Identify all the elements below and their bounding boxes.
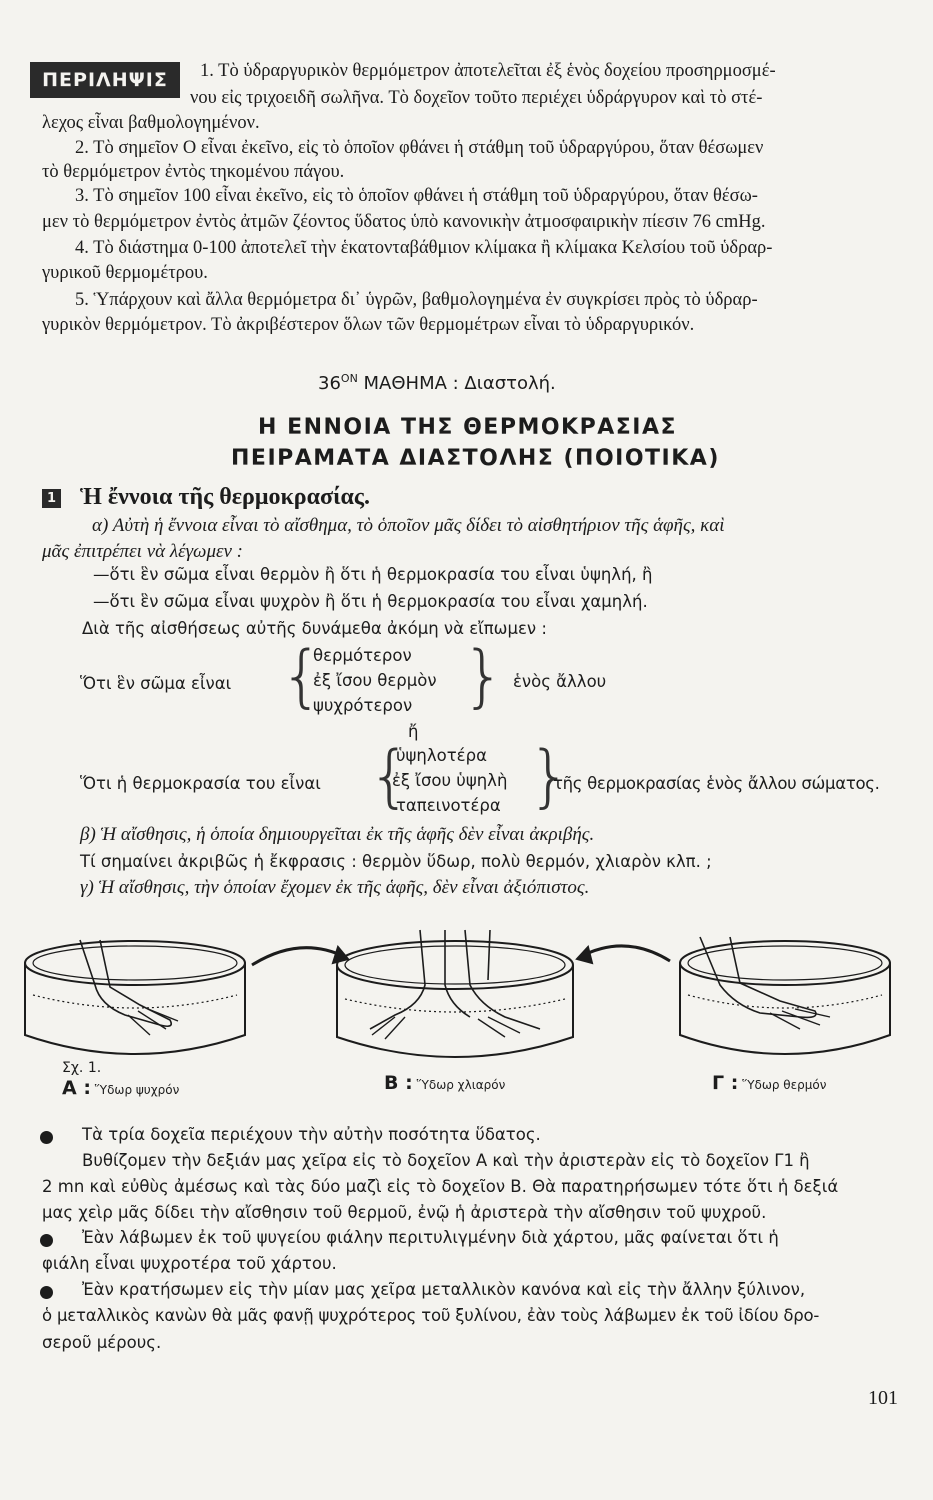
part-a-line: μᾶς ἐπιτρέπει νὰ λέγωμεν : bbox=[42, 541, 244, 562]
caption-letter: Γ : bbox=[712, 1072, 739, 1094]
bullet-text: Ἐὰν κρατήσωμεν εἰς τὴν μίαν μας χεῖρα μεταλλικὸν κανόνα καὶ εἰς τὴν ἄλλην ξύλινον, bbox=[82, 1280, 806, 1299]
summary-line: 3. Τὸ σημεῖον 100 εἶναι ἐκεῖνο, εἰς τὸ ὁποῖον φθάνει ἡ στάθμη τοῦ ὑδραργύρου, ὅταν θέσω- bbox=[75, 186, 758, 206]
bullet-text: φιάλη εἶναι ψυχροτέρα τοῦ χάρτου. bbox=[42, 1254, 337, 1273]
bullet-icon bbox=[40, 1286, 53, 1299]
right-brace-icon: } bbox=[528, 737, 572, 816]
section-number: 1 bbox=[42, 489, 61, 508]
part-a-item: —ὅτι ἓν σῶμα εἶναι ψυχρὸν ἢ ὅτι ἡ θερμοκρασία του εἶναι χαμηλή. bbox=[93, 592, 648, 611]
arrow-icon bbox=[252, 948, 345, 965]
bullet-text: 2 mn καὶ εὐθὺς ἀμέσως καὶ τὰς δύο μαζὶ εἰς τὸ δοχεῖον Β. Θὰ παρατηρήσωμεν τότε ὅτι ἡ δεξιά bbox=[42, 1177, 839, 1196]
lesson-number-sup: ΟΝ bbox=[340, 372, 358, 385]
bullet-text: ὁ μεταλλικὸς κανὼν θὰ μᾶς φανῇ ψυχρότερος τοῦ ξυλίνου, ἐὰν τοὺς λάβωμεν ἐκ τοῦ ἰδίου δρο- bbox=[42, 1306, 820, 1325]
bullet-text: σεροῦ μέρους. bbox=[42, 1333, 162, 1352]
part-a-line: α) Αὐτὴ ἡ ἔννοια εἶναι τὸ αἴσθημα, τὸ ὁποῖον μᾶς δίδει τὸ αἰσθητήριον τῆς ἁφῆς, καὶ bbox=[92, 515, 725, 536]
bullet-text: Ἐὰν λάβωμεν ἐκ τοῦ ψυγείου φιάλην περιτυλιγμένην διὰ χάρτου, μᾶς φαίνεται ὅτι ἡ bbox=[82, 1228, 779, 1247]
arrow-icon bbox=[580, 946, 670, 961]
bullet-icon bbox=[40, 1131, 53, 1144]
summary-line: μεν τὸ θερμόμετρον ἐντὸς ἀτμῶν ζέοντος ὕδατος ὑπὸ κανονικὴν ἀτμοσφαιρικὴν πίεσιν 76 cmHg. bbox=[42, 212, 766, 232]
basin-a-illustration bbox=[25, 940, 245, 1054]
brace1-lead: Ὅτι ἓν σῶμα εἶναι bbox=[80, 674, 232, 693]
part-a-item: —ὅτι ἓν σῶμα εἶναι θερμὸν ἢ ὅτι ἡ θερμοκρασία του εἶναι ὑψηλή, ἢ bbox=[93, 565, 653, 584]
brace2-option: ἐξ ἴσου ὑψηλὴ bbox=[392, 771, 508, 790]
caption-letter: Β : bbox=[384, 1072, 413, 1094]
basin-c-illustration bbox=[680, 937, 890, 1054]
page-title-line1: Η ΕΝΝΟΙΑ ΤΗΣ ΘΕΡΜΟΚΡΑΣΙΑΣ bbox=[258, 415, 678, 440]
section-heading: Ἡ ἔννοια τῆς θερμοκρασίας. bbox=[80, 484, 371, 510]
figure-label: Σχ. 1. bbox=[62, 1060, 102, 1076]
caption-c bbox=[712, 1072, 826, 1094]
lesson-number: 36 bbox=[318, 373, 341, 394]
brace1-option: ἐξ ἴσου θερμὸν bbox=[313, 671, 437, 690]
lesson-heading bbox=[318, 372, 556, 394]
summary-line: 5. Ὑπάρχουν καὶ ἄλλα θερμόμετρα δι᾿ ὑγρῶν, βαθμολογημένα ἐν συγκρίσει πρὸς τὸ ὑδραρ- bbox=[75, 290, 758, 310]
summary-line: 1. Τὸ ὑδραργυρικὸν θερμόμετρον ἀποτελεῖται ἐξ ἑνὸς δοχείου προσηρμοσμέ- bbox=[200, 61, 776, 81]
summary-line: 2. Τὸ σημεῖον Ο εἶναι ἐκεῖνο, εἰς τὸ ὁποῖον φθάνει ἡ στάθμη τοῦ ὑδραργύρου, ὅταν θέσωμεν bbox=[75, 138, 764, 158]
brace2-lead: Ὅτι ἡ θερμοκρασία του εἶναι bbox=[80, 774, 321, 793]
part-b-line: β) Ἡ αἴσθησις, ἡ ὁποία δημιουργεῖται ἐκ τῆς ἁφῆς δὲν εἶναι ἀκριβής. bbox=[80, 824, 595, 845]
brace1-tail: ἑνὸς ἄλλου bbox=[513, 672, 607, 691]
summary-line: γυρικοῦ θερμομέτρου. bbox=[42, 263, 208, 283]
caption-text: Ὕδωρ ψυχρόν bbox=[94, 1083, 180, 1097]
caption-text: Ὕδωρ χλιαρόν bbox=[416, 1078, 506, 1092]
brace2-tail: τῆς θερμοκρασίας ἑνὸς ἄλλου σώματος. bbox=[553, 774, 880, 793]
page-number: 101 bbox=[868, 1387, 898, 1409]
bullet-text: Τὰ τρία δοχεῖα περιέχουν τὴν αὐτὴν ποσότητα ὕδατος. bbox=[82, 1125, 541, 1144]
brace2-option: ὑψηλοτέρα bbox=[396, 746, 487, 765]
page-title-line2: ΠΕΙΡΑΜΑΤΑ ΔΙΑΣΤΟΛΗΣ (ΠΟΙΟΤΙΚΑ) bbox=[231, 446, 720, 471]
brace-connector: ἤ bbox=[408, 722, 419, 741]
left-brace-icon: { bbox=[368, 737, 412, 816]
lesson-label: ΜΑΘΗΜΑ : Διαστολή. bbox=[363, 373, 556, 394]
bullet-text: Βυθίζομεν τὴν δεξιάν μας χεῖρα εἰς τὸ δοχεῖον Α καὶ τὴν ἀριστερὰν εἰς τὸ δοχεῖον Γ1 ἢ bbox=[82, 1151, 810, 1170]
part-c-line: γ) Ἡ αἴσθησις, τὴν ὁποίαν ἔχομεν ἐκ τῆς ἁφῆς, δὲν εἶναι ἀξιόπιστος. bbox=[80, 877, 590, 898]
caption-b bbox=[384, 1072, 505, 1094]
brace1-option: ψυχρότερον bbox=[313, 696, 413, 715]
bullet-text: μας χεὶρ μᾶς δίδει τὴν αἴσθησιν τοῦ θερμοῦ, ἐνῷ ἡ ἀριστερὰ τὴν αἴσθησιν τοῦ ψυχροῦ. bbox=[42, 1203, 767, 1222]
summary-line: τὸ θερμόμετρον ἐντὸς τηκομένου πάγου. bbox=[42, 162, 345, 182]
caption-a bbox=[62, 1077, 179, 1099]
summary-line: 4. Τὸ διάστημα 0-100 ἀποτελεῖ τὴν ἑκατονταβάθμιον κλίμακα ἢ κλίμακα Κελσίου τοῦ ὑδραρ- bbox=[75, 238, 773, 258]
part-b-line: Τί σημαίνει ἀκριβῶς ἡ ἔκφρασις : θερμὸν ὕδωρ, πολὺ θερμόν, χλιαρὸν κλπ. ; bbox=[80, 852, 712, 871]
right-brace-icon: } bbox=[462, 637, 506, 716]
arrowhead-icon bbox=[577, 947, 592, 963]
caption-letter: Α : bbox=[62, 1077, 91, 1099]
left-brace-icon: { bbox=[280, 637, 324, 716]
summary-line: γυρικὸν θερμόμετρον. Τὸ ἀκριβέστερον ὅλων τῶν θερμομέτρων εἶναι τὸ ὑδραργυρικόν. bbox=[42, 315, 695, 335]
summary-line: λεχος εἶναι βαθμολογημένον. bbox=[42, 113, 260, 133]
summary-badge: ΠΕΡΙΛΗΨΙΣ bbox=[30, 62, 180, 98]
bullet-icon bbox=[40, 1234, 53, 1247]
basin-b-illustration bbox=[337, 930, 573, 1057]
brace2-option: ταπεινοτέρα bbox=[396, 796, 501, 815]
summary-line: νου εἰς τριχοειδῆ σωλῆνα. Τὸ δοχεῖον τοῦτο περιέχει ὑδράργυρον καὶ τὸ στέ- bbox=[190, 88, 763, 108]
caption-text: Ὕδωρ θερμόν bbox=[742, 1078, 827, 1092]
brace1-option: θερμότερον bbox=[313, 646, 412, 665]
part-a-line: Διὰ τῆς αἰσθήσεως αὐτῆς δυνάμεθα ἀκόμη νὰ εἴπωμεν : bbox=[82, 619, 547, 638]
